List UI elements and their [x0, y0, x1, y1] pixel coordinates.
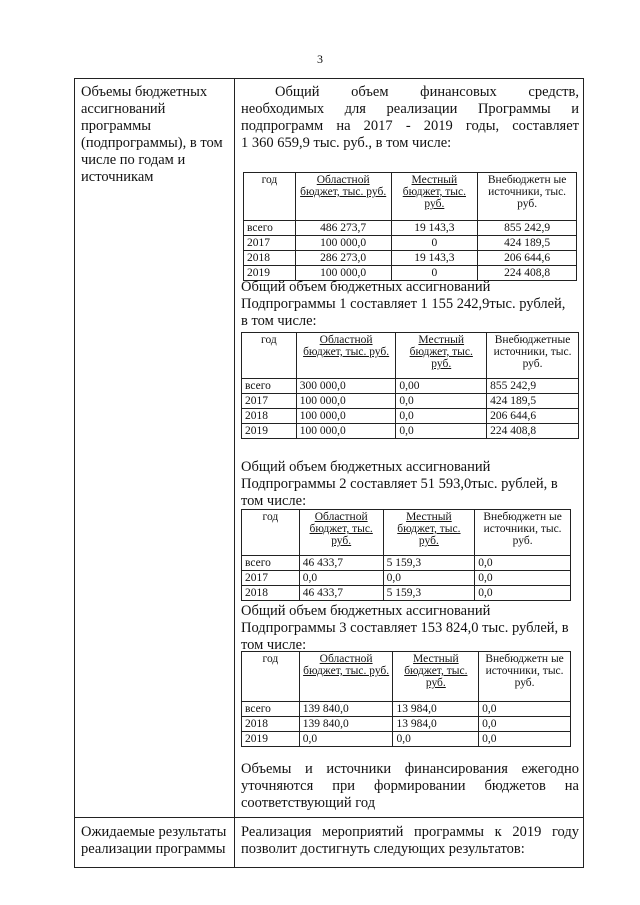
cell-local: 0,0 — [396, 394, 487, 409]
header-regional: Областной бюджет, тыс. руб. — [296, 333, 396, 379]
header-local: Местный бюджет, тыс. руб. — [396, 333, 487, 379]
table-row — [244, 221, 577, 236]
cell-extrabudget: 424 189,5 — [487, 394, 579, 409]
header-local: Местный бюджет, тыс. руб. — [391, 173, 478, 221]
cell-regional: 46 433,7 — [299, 556, 383, 571]
cell-regional: 0,0 — [299, 571, 383, 586]
cell-year: 2018 — [242, 717, 300, 732]
table-row — [244, 251, 577, 266]
sub2-paragraph — [241, 459, 579, 510]
sub1-paragraph — [241, 279, 579, 330]
cell-local: 19 143,3 — [391, 251, 478, 266]
sub2-budget-table — [241, 509, 571, 601]
sub3-line: Общий объем бюджетных ассигнований — [241, 603, 491, 619]
header-extrabudget: Внебюджетн ые источники, тыс. руб. — [478, 173, 577, 221]
table-header-row — [242, 333, 579, 379]
header-regional: Областной бюджет, тыс. руб. — [295, 173, 391, 221]
cell-year: 2019 — [244, 266, 296, 281]
cell-extrabudget: 0,0 — [475, 586, 571, 601]
financing-note — [241, 761, 579, 812]
cell-local: 5 159,3 — [383, 556, 475, 571]
cell-year: 2018 — [242, 586, 300, 601]
header-local: Местный бюджет, тыс. руб. — [393, 652, 479, 702]
header-local: Местный бюджет, тыс. руб. — [383, 510, 475, 556]
intro-line: Общий объем финансовых средств, — [275, 84, 579, 100]
cell-year: всего — [244, 221, 296, 236]
funding-label-line: ассигнований — [81, 101, 166, 117]
cell-year: 2018 — [242, 409, 297, 424]
cell-extrabudget: 0,0 — [479, 717, 571, 732]
cell-local: 0,0 — [396, 424, 487, 439]
cell-local: 5 159,3 — [383, 586, 475, 601]
table-row — [244, 236, 577, 251]
column-divider — [234, 79, 235, 867]
funding-label — [81, 84, 231, 186]
table-header-row — [242, 652, 571, 702]
cell-regional: 100 000,0 — [296, 424, 396, 439]
cell-local: 13 984,0 — [393, 717, 479, 732]
cell-local: 0 — [391, 236, 478, 251]
sub2-line: Общий объем бюджетных ассигнований — [241, 459, 491, 475]
funding-label-line: источникам — [81, 169, 154, 185]
intro-line: 1 360 659,9 тыс. руб., в том числе: — [241, 135, 452, 151]
table-row — [242, 394, 579, 409]
header-extrabudget: Внебюджетные источники, тыс. руб. — [487, 333, 579, 379]
header-year: год — [244, 173, 296, 221]
results-label — [81, 824, 231, 858]
header-regional: Областной бюджет, тыс. руб. — [299, 652, 393, 702]
cell-extrabudget: 855 242,9 — [487, 379, 579, 394]
table-row — [242, 732, 571, 747]
sub1-line: Подпрограммы 1 составляет 1 155 242,9тыс. рублей, — [241, 296, 566, 312]
sub3-line: том числе: — [241, 637, 307, 653]
cell-local: 19 143,3 — [391, 221, 478, 236]
cell-extrabudget: 0,0 — [479, 702, 571, 717]
cell-extrabudget: 424 189,5 — [478, 236, 577, 251]
funding-label-line: программы — [81, 118, 151, 134]
cell-extrabudget: 224 408,8 — [487, 424, 579, 439]
sub3-budget-table — [241, 651, 571, 747]
header-year: год — [242, 510, 300, 556]
funding-label-line: Объемы бюджетных — [81, 84, 208, 100]
cell-local: 0,0 — [396, 409, 487, 424]
funding-label-line: (подпрограммы), в том — [81, 135, 223, 151]
note-line: Объемы и источники финансирования ежегодно — [241, 761, 579, 777]
table-row — [242, 379, 579, 394]
cell-extrabudget: 206 644,6 — [478, 251, 577, 266]
note-line: соответствующий год — [241, 795, 376, 811]
cell-regional: 0,0 — [299, 732, 393, 747]
header-regional: Областной бюджет, тыс. руб. — [299, 510, 383, 556]
cell-regional: 486 273,7 — [295, 221, 391, 236]
header-year: год — [242, 652, 300, 702]
table-header-row — [244, 173, 577, 221]
cell-regional: 100 000,0 — [295, 236, 391, 251]
table-row — [242, 571, 571, 586]
cell-local: 0,0 — [383, 571, 475, 586]
passport-table — [74, 78, 584, 868]
cell-regional: 139 840,0 — [299, 702, 393, 717]
header-extrabudget: Внебюджетн ые источники, тыс. руб. — [479, 652, 571, 702]
cell-local: 0,00 — [396, 379, 487, 394]
table-header-row — [242, 510, 571, 556]
cell-extrabudget: 0,0 — [475, 571, 571, 586]
cell-extrabudget: 224 408,8 — [478, 266, 577, 281]
cell-year: всего — [242, 702, 300, 717]
cell-extrabudget: 0,0 — [475, 556, 571, 571]
sub3-line: Подпрограммы 3 составляет 153 824,0 тыс. рублей, в — [241, 620, 569, 636]
results-label-line: Ожидаемые результаты — [81, 824, 227, 840]
cell-regional: 300 000,0 — [296, 379, 396, 394]
note-line: уточняются при формировании бюджетов на — [241, 778, 579, 794]
cell-year: 2017 — [242, 394, 297, 409]
cell-regional: 100 000,0 — [296, 409, 396, 424]
results-line: Реализация мероприятий программы к 2019 году — [241, 824, 579, 840]
cell-regional: 139 840,0 — [299, 717, 393, 732]
intro-line: необходимых для реализации Программы и — [241, 101, 579, 117]
cell-regional: 286 273,0 — [295, 251, 391, 266]
table-row — [242, 556, 571, 571]
sub2-line: том числе: — [241, 493, 307, 509]
table-row — [242, 717, 571, 732]
cell-local: 0,0 — [393, 732, 479, 747]
cell-extrabudget: 0,0 — [479, 732, 571, 747]
total-budget-table — [243, 172, 577, 281]
funding-label-line: числе по годам и — [81, 152, 186, 168]
table-row — [242, 424, 579, 439]
cell-year: 2017 — [244, 236, 296, 251]
cell-regional: 100 000,0 — [296, 394, 396, 409]
cell-regional: 100 000,0 — [295, 266, 391, 281]
cell-year: 2019 — [242, 424, 297, 439]
sub1-line: в том числе: — [241, 313, 317, 329]
cell-extrabudget: 855 242,9 — [478, 221, 577, 236]
cell-year: всего — [242, 379, 297, 394]
table-row — [242, 586, 571, 601]
intro-paragraph — [241, 84, 579, 152]
results-paragraph — [241, 824, 579, 858]
table-row — [242, 702, 571, 717]
results-line: позволит достигнуть следующих результатов: — [241, 841, 525, 857]
header-extrabudget: Внебюджетн ые источники, тыс. руб. — [475, 510, 571, 556]
cell-regional: 46 433,7 — [299, 586, 383, 601]
cell-year: 2018 — [244, 251, 296, 266]
header-year: год — [242, 333, 297, 379]
cell-local: 13 984,0 — [393, 702, 479, 717]
sub2-line: Подпрограммы 2 составляет 51 593,0тыс. рублей, в — [241, 476, 558, 492]
cell-year: всего — [242, 556, 300, 571]
results-label-line: реализации программы — [81, 841, 226, 857]
intro-line: подпрограмм на 2017 - 2019 годы, составляет — [241, 118, 579, 134]
cell-year: 2017 — [242, 571, 300, 586]
row-divider — [75, 817, 583, 818]
cell-year: 2019 — [242, 732, 300, 747]
cell-local: 0 — [391, 266, 478, 281]
sub3-paragraph — [241, 603, 579, 654]
cell-extrabudget: 206 644,6 — [487, 409, 579, 424]
sub1-budget-table — [241, 332, 579, 439]
sub1-line: Общий объем бюджетных ассигнований — [241, 279, 491, 295]
table-row — [242, 409, 579, 424]
page-number: 3 — [317, 52, 323, 66]
